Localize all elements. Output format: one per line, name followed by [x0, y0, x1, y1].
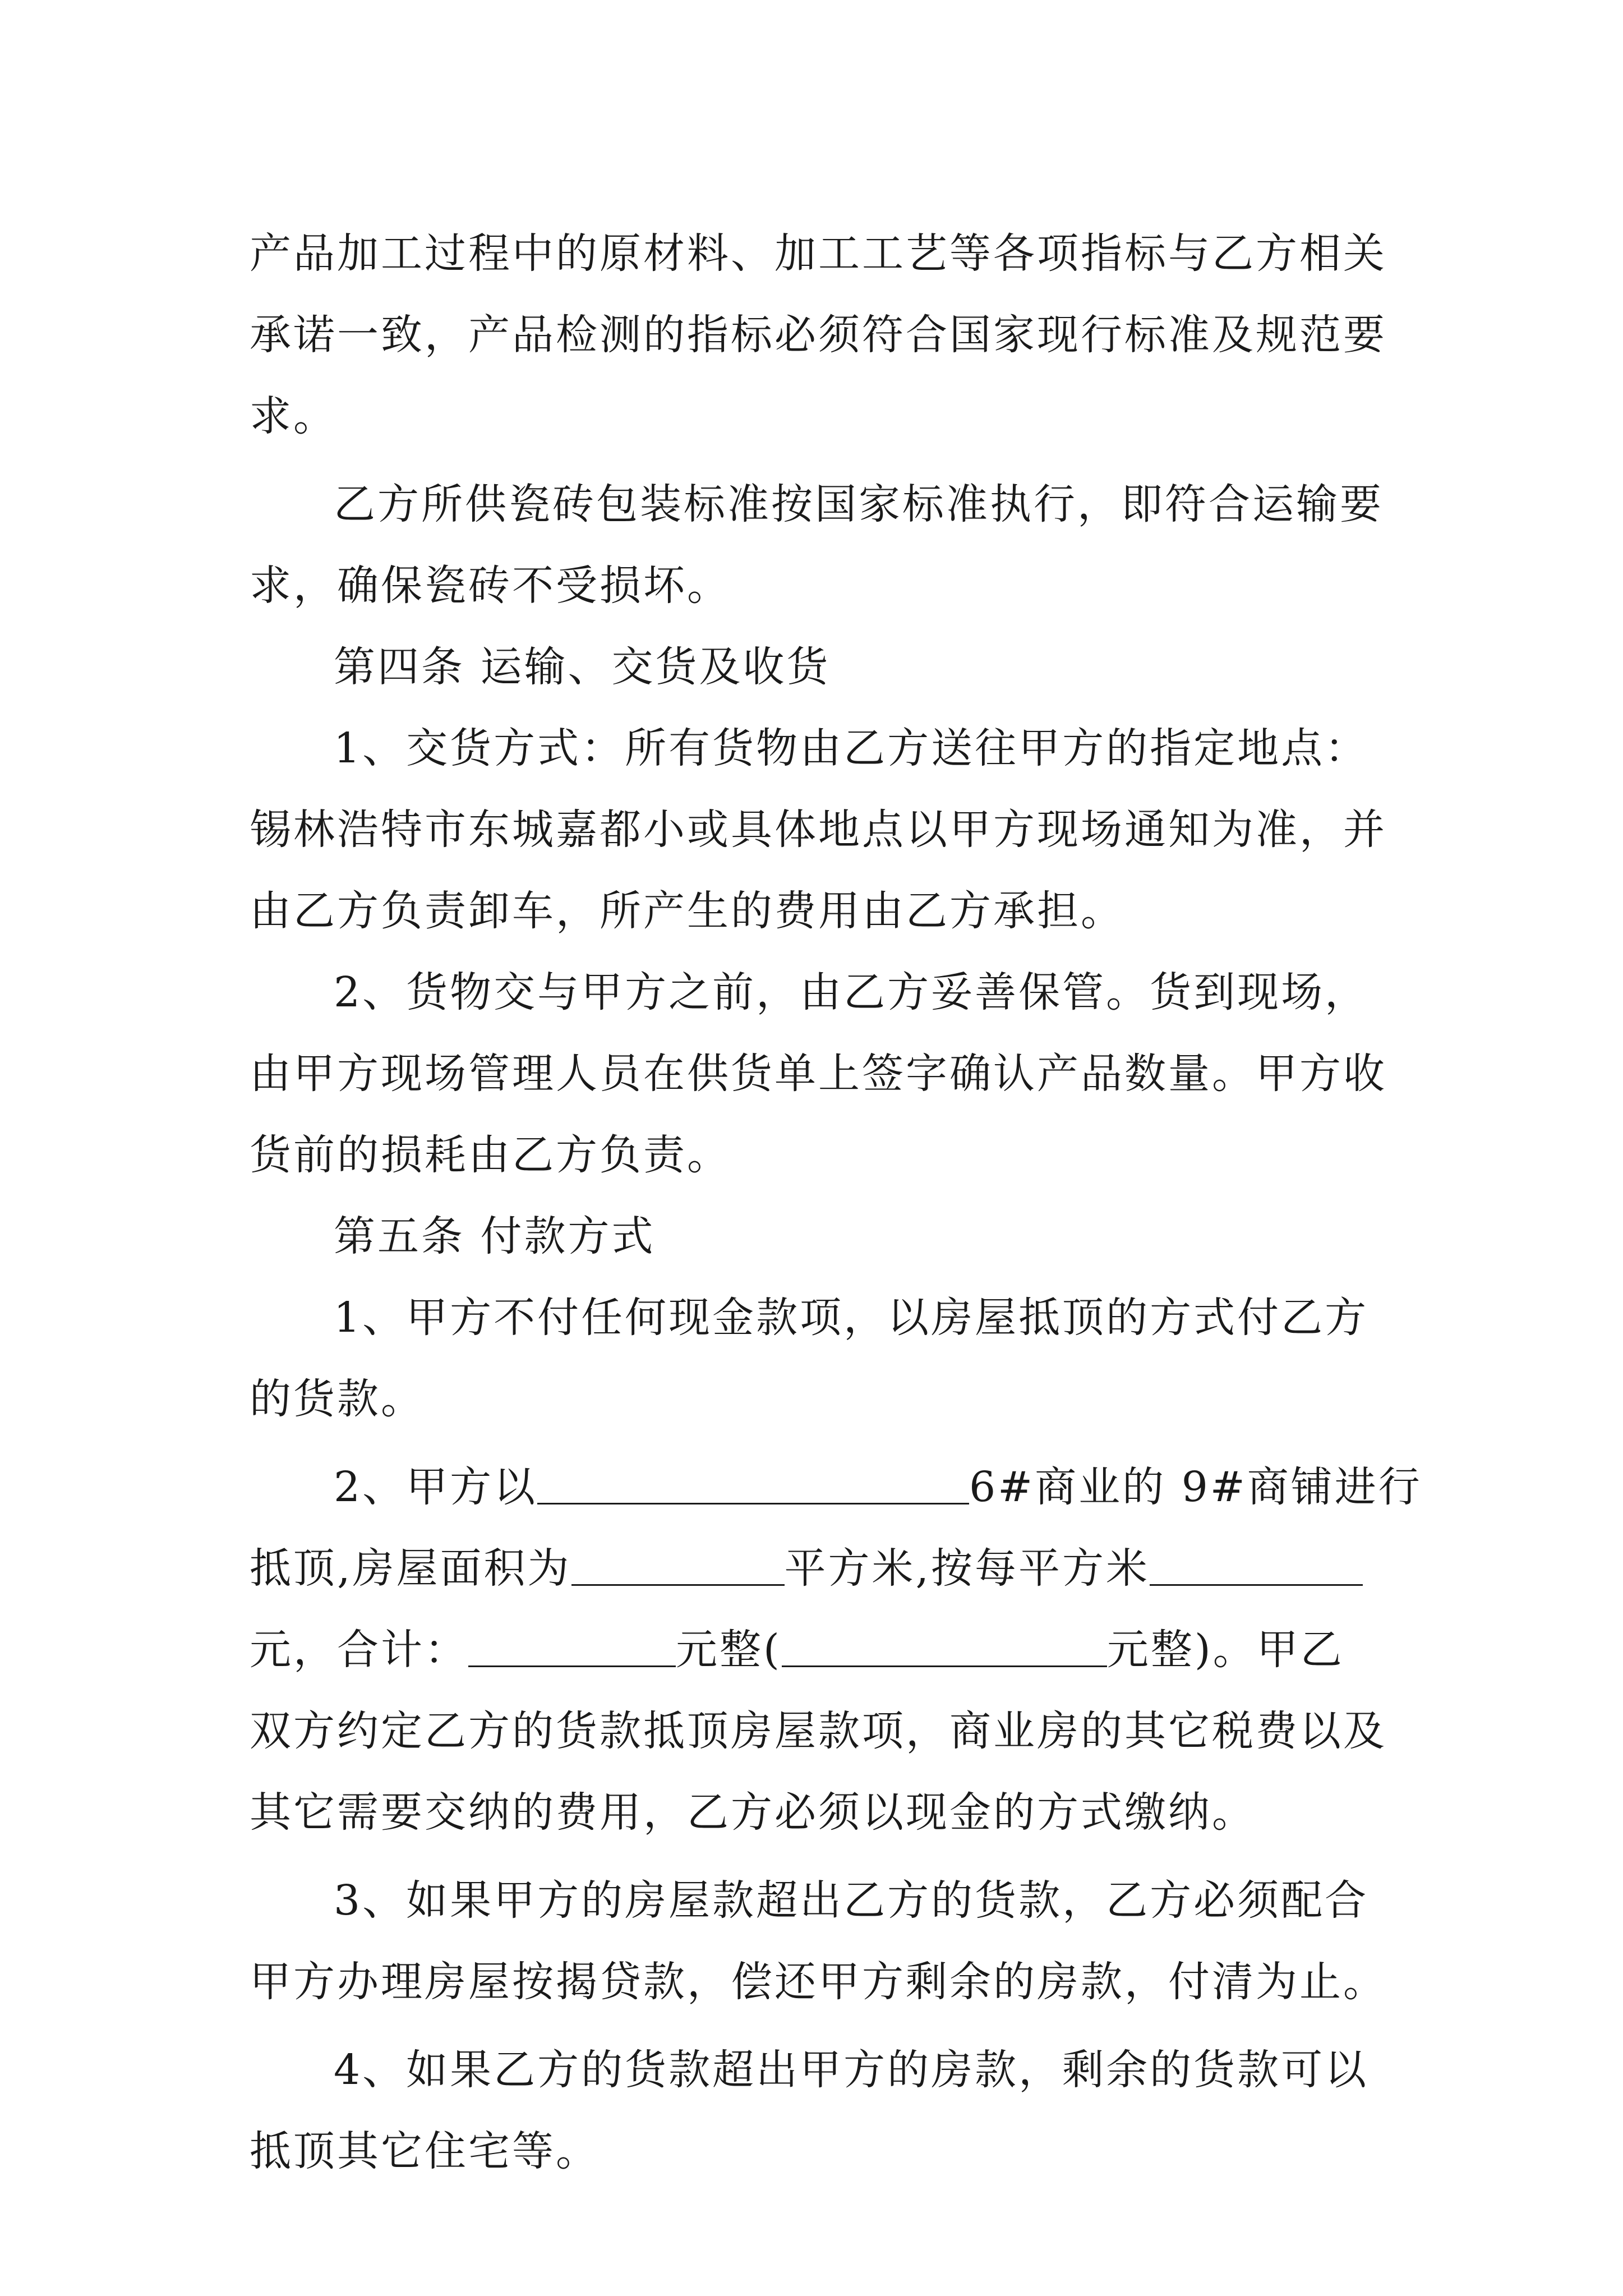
area-label: 抵顶,房屋面积为 [250, 1544, 571, 1593]
paragraph-line: 3、如果甲方的房屋款超出乙方的货款，乙方必须配合 [334, 1876, 1369, 1925]
paragraph-line: 锡林浩特市东城嘉都小或具体地点以甲方现场通知为准，并 [250, 806, 1387, 854]
paragraph-line [250, 1447, 1422, 1528]
paragraph-line: 由甲方现场管理人员在供货单上签字确认产品数量。甲方收 [250, 1050, 1387, 1098]
blank-field-property[interactable] [537, 1464, 969, 1504]
paragraph-line: 求。 [250, 392, 337, 440]
blank-field-area[interactable] [571, 1545, 785, 1586]
paragraph-line [250, 1528, 1394, 1609]
document-body [250, 213, 1422, 2192]
paragraph-line: 承诺一致，产品检测的指标必须符合国家现行标准及规范要 [250, 311, 1387, 359]
clause-2-property: 6#商业的 9#商铺进行 [969, 1463, 1422, 1511]
price-label: 平方米,按每平方米 [784, 1544, 1150, 1593]
paragraph-line: 乙方所供瓷砖包装标准按国家标准执行，即符合运输要 [334, 480, 1384, 528]
paragraph-line: 1、交货方式：所有货物由乙方送往甲方的指定地点： [334, 724, 1369, 772]
blank-field-total-uppercase[interactable] [782, 1626, 1107, 1667]
paragraph-line: 1、甲方不付任何现金款项，以房屋抵顶的方式付乙方 [334, 1294, 1369, 1342]
paragraph-line: 甲方办理房屋按揭贷款，偿还甲方剩余的房款，付清为止。 [250, 1958, 1387, 2006]
paragraph-line: 2、货物交与甲方之前，由乙方妥善保管。货到现场， [334, 968, 1369, 1016]
total-unit: 元整( [676, 1626, 782, 1674]
paragraph-line [250, 1609, 1394, 1691]
blank-field-total[interactable] [468, 1626, 676, 1667]
total-uppercase-unit: 元整)。甲乙 [1106, 1626, 1344, 1674]
paragraph-line: 产品加工过程中的原材料、加工工艺等各项指标与乙方相关 [250, 229, 1387, 278]
blank-field-unit-price[interactable] [1150, 1545, 1363, 1586]
paragraph-line: 双方约定乙方的货款抵顶房屋款项，商业房的其它税费以及 [250, 1707, 1387, 1755]
paragraph-line: 货前的损耗由乙方负责。 [250, 1131, 731, 1179]
paragraph-line: 4、如果乙方的货款超出甲方的房款，剩余的货款可以 [334, 2046, 1369, 2094]
clause-2-start: 2、甲方以 [334, 1463, 538, 1511]
paragraph-line: 求，确保瓷砖不受损坏。 [250, 562, 731, 610]
section-heading-article-5: 第五条 付款方式 [334, 1212, 656, 1260]
paragraph-line: 的货款。 [250, 1375, 425, 1423]
total-label: 元，合计： [250, 1626, 468, 1674]
paragraph-line: 由乙方负责卸车，所产生的费用由乙方承担。 [250, 887, 1124, 935]
paragraph-line: 其它需要交纳的费用，乙方必须以现金的方式缴纳。 [250, 1788, 1256, 1837]
section-heading-article-4: 第四条 运输、交货及收货 [334, 643, 831, 691]
paragraph-line: 抵顶其它住宅等。 [250, 2127, 600, 2175]
